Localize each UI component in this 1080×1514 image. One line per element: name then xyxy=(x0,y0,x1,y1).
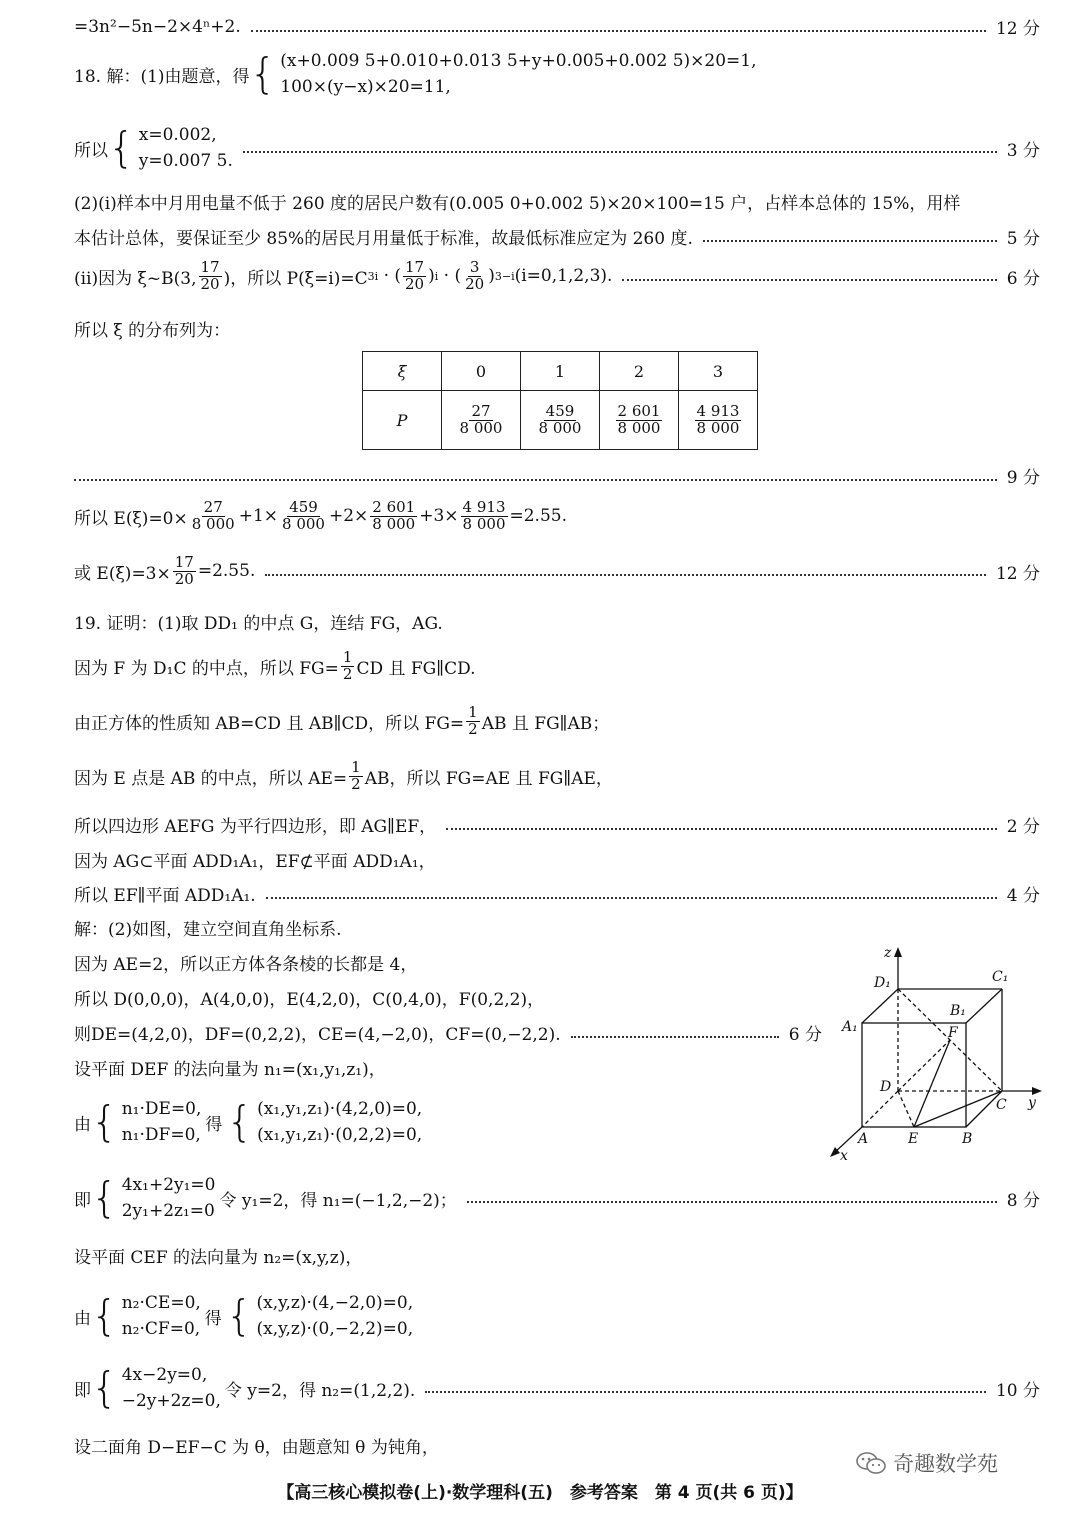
table-cell: ξ xyxy=(363,352,442,391)
label-F: F xyxy=(948,1025,958,1041)
label-x: x xyxy=(840,1148,848,1164)
label-A: A xyxy=(858,1131,869,1147)
distribution-table xyxy=(362,351,758,450)
q18-x: x=0.002, xyxy=(138,125,217,145)
table-row xyxy=(363,352,758,391)
expectation-2: 或 E(ξ)=3× $\frac{17}{20}$ =2.55. 12 分 xyxy=(74,553,1040,588)
table-cell: $\frac{459}{8 000}$ xyxy=(521,391,600,450)
leader-dots xyxy=(251,30,986,32)
q18-p3: (ⅱ)因为 ξ~B(3, $\frac{17}{20}$ )，所以 P(ξ=i)=C 3 i · ( $\frac{17}{20}$ ) i · ( $\frac{3}{20}$ ) 3−i (i=0,1,2,3). 6 分 xyxy=(74,258,1040,293)
chat-bubble-icon xyxy=(855,1450,887,1476)
q18-p2b: 本估计总体，要保证至少 85%的居民月用量低于标准，故最低标准应定为 260 度. 5 分 xyxy=(74,224,1040,249)
score: 12 分 xyxy=(995,19,1040,39)
table-cell: $\frac{4 913}{8 000}$ xyxy=(679,391,758,450)
edge-A1D1 xyxy=(862,989,898,1023)
edge-B1C1 xyxy=(966,989,1002,1023)
score: 10 分 xyxy=(995,1380,1040,1401)
edge-DA xyxy=(862,1091,898,1127)
z-arrow xyxy=(894,947,902,957)
q19-l7: 所以 EF∥平面 ADD₁A₁. 4 分 xyxy=(74,881,1040,906)
q18-head: 18. 解：(1)由题意，得 xyxy=(74,66,250,87)
q18-eq1: (x+0.009 5+0.010+0.013 5+y+0.005+0.002 5)×20=1, xyxy=(280,51,757,71)
q19-l8: 解：(2)如图，建立空间直角坐标系. xyxy=(74,920,342,940)
label-B: B xyxy=(962,1131,973,1147)
fraction: $\frac{3}{20}$ xyxy=(465,258,485,293)
fraction: $\frac{17}{20}$ xyxy=(200,258,220,293)
brace-result: { x=0.002, y=0.007 5. xyxy=(108,122,233,175)
score: 4 分 xyxy=(1006,886,1040,906)
label-z: z xyxy=(884,945,892,961)
score: 12 分 xyxy=(995,563,1040,584)
expectation-1: 所以 E(ξ)=0× $\frac{27}{8 000}$ +1× $\frac{459}{8 000}$ +2× $\frac{2 601}{8 000}$ +3× $\frac{4 913}{8 000}$ =2.55. xyxy=(74,498,567,533)
score: 6 分 xyxy=(1006,268,1040,289)
score: 2 分 xyxy=(1006,817,1040,837)
score: 6 分 xyxy=(788,1025,822,1045)
seg-DF xyxy=(898,1040,950,1091)
seg-DE xyxy=(898,1091,914,1127)
page-footer: 【高三核心模拟卷(上)·数学理科(五) 参考答案 第 4 页(共 6 页)】 xyxy=(277,1483,803,1503)
score: 5 分 xyxy=(1006,229,1040,249)
q19-l4: 因为 E 点是 AB 的中点，所以 AE= $\frac{1}{2}$ AB，所以 FG=AE 且 FG∥AE， xyxy=(74,758,613,793)
q19-system-3: 由 { n₂·CE=0, n₂·CF=0, 得 { (x,y,z)·(4,−2,0)=0, (x,y,z)·(0,−2,2)=0, xyxy=(74,1291,414,1341)
label-C: C xyxy=(996,1097,1007,1113)
table-row xyxy=(363,391,758,450)
watermark xyxy=(855,1448,998,1478)
table-cell: $\frac{2 601}{8 000}$ xyxy=(600,391,679,450)
q19-l2: 因为 F 为 D₁C 的中点，所以 FG= $\frac{1}{2}$ CD 且 FG∥CD. xyxy=(74,648,476,683)
q19-l13: 设平面 CEF 的法向量为 n₂=(x,y,z)， xyxy=(74,1248,363,1268)
line-1-text: =3n²−5n−2×4ⁿ+2. xyxy=(74,16,241,37)
table-cell: P xyxy=(363,391,442,450)
q19-system-2: 即 { 4x₁+2y₁=0 2y₁+2z₁=0 令 y₁=2，得 n₁=(−1,2,−2)； 8 分 xyxy=(74,1173,1040,1223)
fraction: $\frac{17}{20}$ xyxy=(405,258,425,293)
q18-system xyxy=(74,48,1040,101)
q18-y: y=0.007 5. xyxy=(138,151,233,172)
q18-result xyxy=(74,122,1040,175)
q19-l3: 由正方体的性质知 AB=CD 且 AB∥CD，所以 FG= $\frac{1}{2}$ AB 且 FG∥AB； xyxy=(74,703,610,738)
q19-l1: 19. 证明：(1)取 DD₁ 的中点 G，连结 FG，AG. xyxy=(74,614,443,634)
table-cell: 3 xyxy=(679,352,758,391)
q19-l10: 所以 D(0,0,0)，A(4,0,0)，E(4,2,0)，C(0,4,0)，F(0,2,2)， xyxy=(74,990,545,1010)
q19-l11: 则DE=(4,2,0)，DF=(0,2,2)，CE=(4,−2,0)，CF=(0,−2,2). 6 分 xyxy=(74,1020,822,1045)
q19-l6: 因为 AG⊂平面 ADD₁A₁，EF⊄平面 ADD₁A₁， xyxy=(74,852,436,872)
label-A1: A₁ xyxy=(842,1019,858,1035)
q19-system-1: 由 { n₁·DE=0, n₁·DF=0, 得 { (x₁,y₁,z₁)·(4,2,0)=0, (x₁,y₁,z₁)·(0,2,2)=0, xyxy=(74,1097,423,1147)
q18-so: 所以 xyxy=(74,140,108,161)
dist-intro: 所以 ξ 的分布列为： xyxy=(74,321,231,341)
label-C1: C₁ xyxy=(992,969,1009,985)
table-cell: 2 xyxy=(600,352,679,391)
label-D1: D₁ xyxy=(874,975,891,991)
q18-eq2: 100×(y−x)×20=11, xyxy=(280,77,451,98)
q19-l14: 设二面角 D−EF−C 为 θ，由题意知 θ 为钝角， xyxy=(74,1438,439,1458)
y-arrow xyxy=(1032,1087,1042,1095)
label-E: E xyxy=(908,1131,919,1147)
dots-line xyxy=(74,463,1040,488)
brace-system: { (x+0.009 5+0.010+0.013 5+y+0.005+0.002 5)×20=1, 100×(y−x)×20=11, xyxy=(250,48,757,101)
watermark-text: 奇趣数学苑 xyxy=(893,1452,998,1476)
q19-system-4: 即 { 4x−2y=0, −2y+2z=0, 令 y=2，得 n₂=(1,2,2). 10 分 xyxy=(74,1363,1040,1413)
q18-p2a: (2)(ⅰ)样本中月用电量不低于 260 度的居民户数有(0.005 0+0.002 5)×20×100=15 户，占样本总体的 15%，用样 xyxy=(74,194,961,214)
table-cell: $\frac{27}{8 000}$ xyxy=(442,391,521,450)
line-1 xyxy=(74,14,1040,39)
table-cell: 0 xyxy=(442,352,521,391)
cube-diagram xyxy=(826,945,1046,1165)
q19-l12: 设平面 DEF 的法向量为 n₁=(x₁,y₁,z₁)， xyxy=(74,1060,386,1080)
q19-l9: 因为 AE=2，所以正方体各条棱的长都是 4， xyxy=(74,955,418,975)
label-B1: B₁ xyxy=(950,1003,966,1019)
label-D: D xyxy=(880,1079,892,1095)
score: 8 分 xyxy=(1006,1190,1040,1211)
q19-l5: 所以四边形 AEFG 为平行四边形，即 AG∥EF， 2 分 xyxy=(74,812,1040,837)
score: 3 分 xyxy=(1006,140,1040,161)
label-y: y xyxy=(1028,1095,1036,1111)
table-cell: 1 xyxy=(521,352,600,391)
score: 9 分 xyxy=(1006,468,1040,488)
